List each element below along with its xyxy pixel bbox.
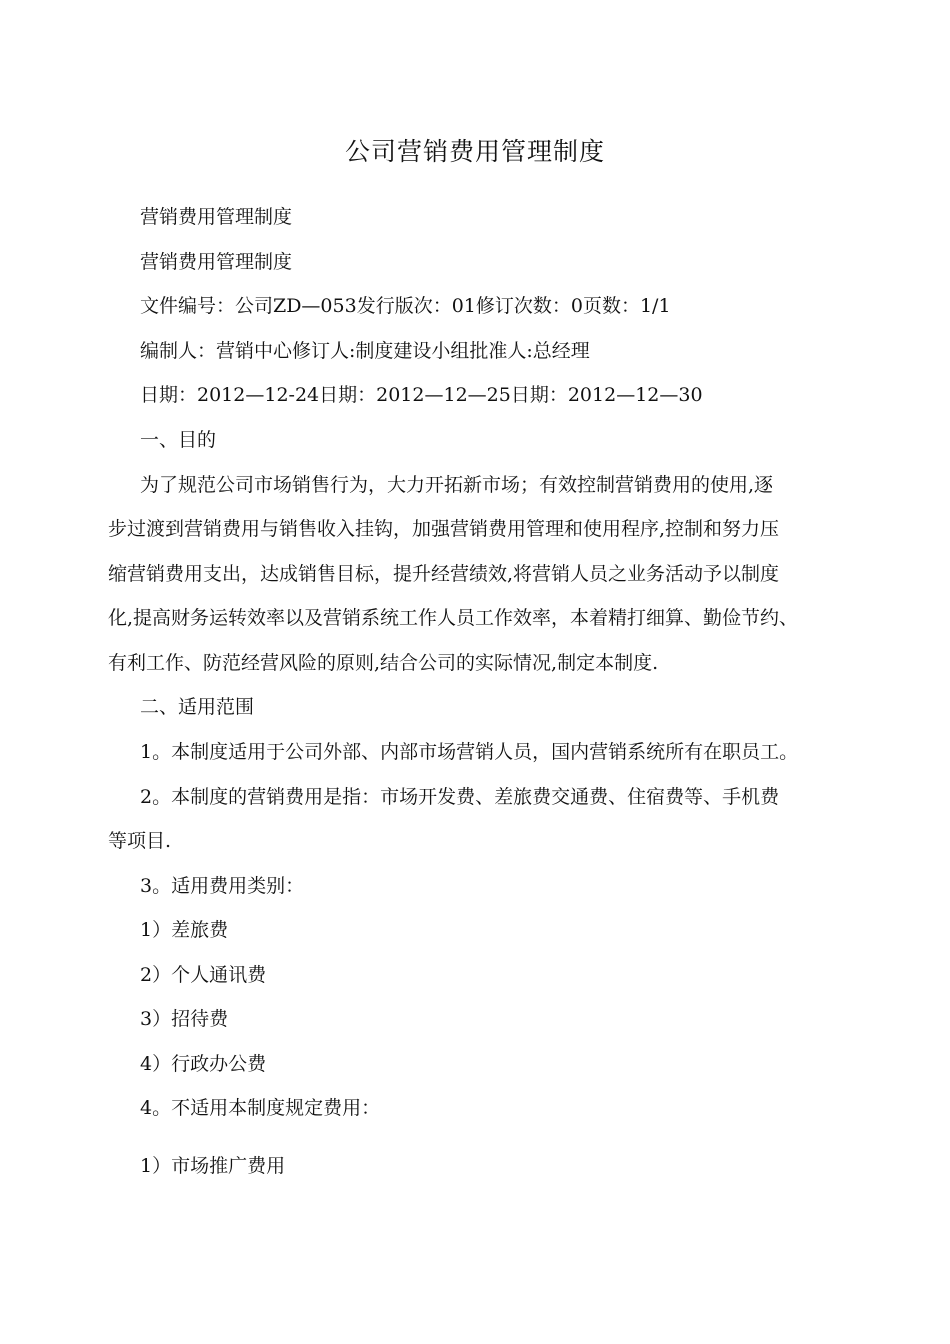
section-heading-purpose: 一、目的 [140,429,217,451]
expense-category-1: 1）差旅费 [140,919,229,941]
section-heading-scope: 二、适用范围 [140,696,255,718]
document-title: 公司营销费用管理制度 [344,137,605,166]
purpose-paragraph-line-5: 有利工作、防范经营风险的原则,结合公司的实际情况,制定本制度. [108,652,659,674]
excluded-expense-1: 1）市场推广费用 [140,1155,286,1177]
scope-item-4: 4。不适用本制度规定费用： [140,1097,381,1119]
purpose-paragraph-line-3: 缩营销费用支出，达成销售目标，提升经营绩效,将营销人员之业务活动予以制度 [108,563,780,585]
expense-category-4: 4）行政办公费 [140,1053,267,1075]
scope-item-3: 3。适用费用类别： [140,875,305,897]
purpose-paragraph-line-2: 步过渡到营销费用与销售收入挂钩，加强营销费用管理和使用程序,控制和努力压 [108,518,780,540]
scope-item-2: 2。本制度的营销费用是指：市场开发费、差旅费交通费、住宿费等、手机费 [140,786,780,808]
purpose-paragraph-line-1: 为了规范公司市场销售行为，大力开拓新市场；有效控制营销费用的使用,逐 [140,474,774,496]
file-info-line: 文件编号：公司ZD—053发行版次：01修订次数：0页数：1/1 [140,295,671,317]
subtitle-line-1: 营销费用管理制度 [140,206,293,228]
scope-item-1: 1。本制度适用于公司外部、内部市场营销人员，国内营销系统所有在职员工。 [140,741,799,763]
subtitle-line-2: 营销费用管理制度 [140,251,293,273]
date-info-line: 日期：2012—12-24日期：2012—12—25日期：2012—12—30 [140,384,703,406]
scope-item-2-continued: 等项目. [108,830,172,852]
expense-category-3: 3）招待费 [140,1008,229,1030]
purpose-paragraph-line-4: 化,提高财务运转效率以及营销系统工作人员工作效率，本着精打细算、勤俭节约、 [108,607,799,629]
author-info-line: 编制人：营销中心修订人:制度建设小组批准人:总经理 [140,340,590,362]
expense-category-2: 2）个人通讯费 [140,964,267,986]
